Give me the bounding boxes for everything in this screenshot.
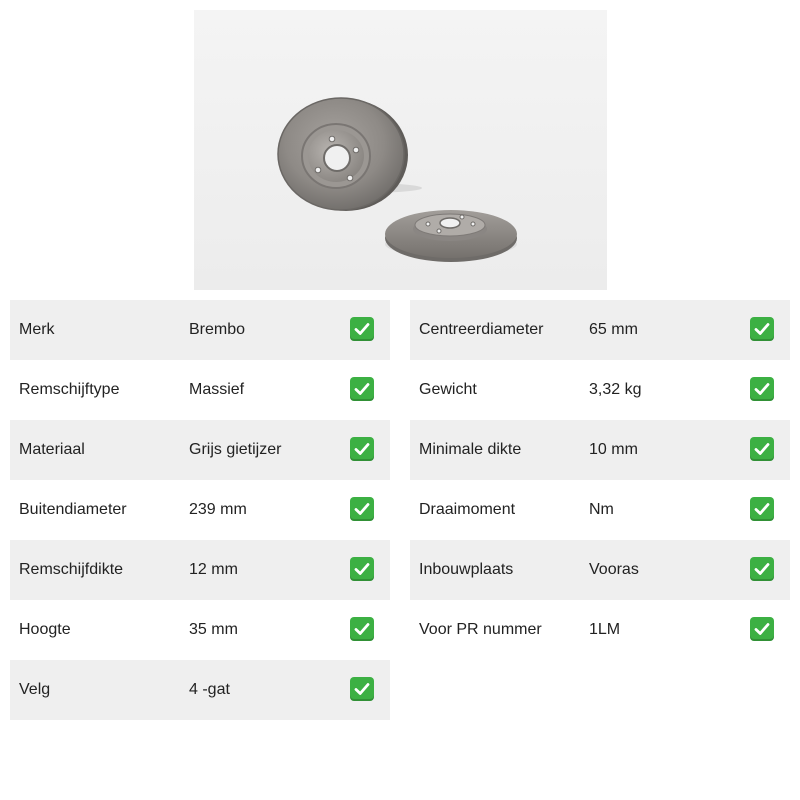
brake-disc-pair-photo [194,10,607,290]
spec-row-inbouwplaats [410,540,790,600]
spec-value: 10 mm [589,441,638,458]
spec-table-left [10,300,390,720]
check-mark-icon [350,617,374,641]
spec-label: Merk [19,321,55,338]
spec-row-voor-pr-nummer [410,600,790,660]
spec-label: Gewicht [419,381,477,398]
spec-row-draaimoment [410,480,790,540]
check-mark-icon [750,617,774,641]
check-mark-icon [350,557,374,581]
spec-value: Brembo [189,321,246,338]
spec-table-right [410,300,790,660]
spec-row-remschijftype [10,360,390,420]
spec-label: Hoogte [19,621,71,638]
spec-row-minimale-dikte [410,420,790,480]
spec-row-hoogte [10,600,390,660]
spec-label: Minimale dikte [419,441,522,458]
spec-row-gewicht [410,360,790,420]
spec-row-buitendiameter [10,480,390,540]
check-mark-icon [750,377,774,401]
check-mark-icon [350,437,374,461]
check-mark-icon [750,557,774,581]
spec-label: Materiaal [19,441,85,458]
spec-row-materiaal [10,420,390,480]
spec-value: 35 mm [189,621,238,638]
spec-row-velg [10,660,390,720]
product-image [194,10,607,290]
spec-label: Draaimoment [419,501,516,518]
spec-row-remschijfdikte [10,540,390,600]
check-mark-icon [750,437,774,461]
spec-value: 239 mm [189,501,247,518]
check-mark-icon [750,497,774,521]
check-mark-icon [350,377,374,401]
spec-value: 4 -gat [189,681,230,698]
spec-value: Nm [589,501,614,518]
spec-value: 3,32 kg [589,381,642,398]
spec-value: 65 mm [589,321,638,338]
spec-value: 1LM [589,621,621,638]
spec-label: Velg [19,681,51,698]
check-mark-icon [350,677,374,701]
spec-label: Inbouwplaats [419,561,514,578]
spec-label: Remschijfdikte [19,561,124,578]
check-mark-icon [350,497,374,521]
spec-label: Buitendiameter [19,501,127,518]
spec-row-merk [10,300,390,360]
spec-label: Centreerdiameter [419,321,544,338]
spec-row-centreerdiameter [410,300,790,360]
spec-value: 12 mm [189,561,238,578]
spec-label: Remschijftype [19,381,120,398]
spec-label: Voor PR nummer [419,621,542,638]
spec-value: Massief [189,381,245,398]
spec-value: Vooras [589,561,639,578]
check-mark-icon [350,317,374,341]
check-mark-icon [750,317,774,341]
spec-value: Grijs gietijzer [189,441,282,458]
